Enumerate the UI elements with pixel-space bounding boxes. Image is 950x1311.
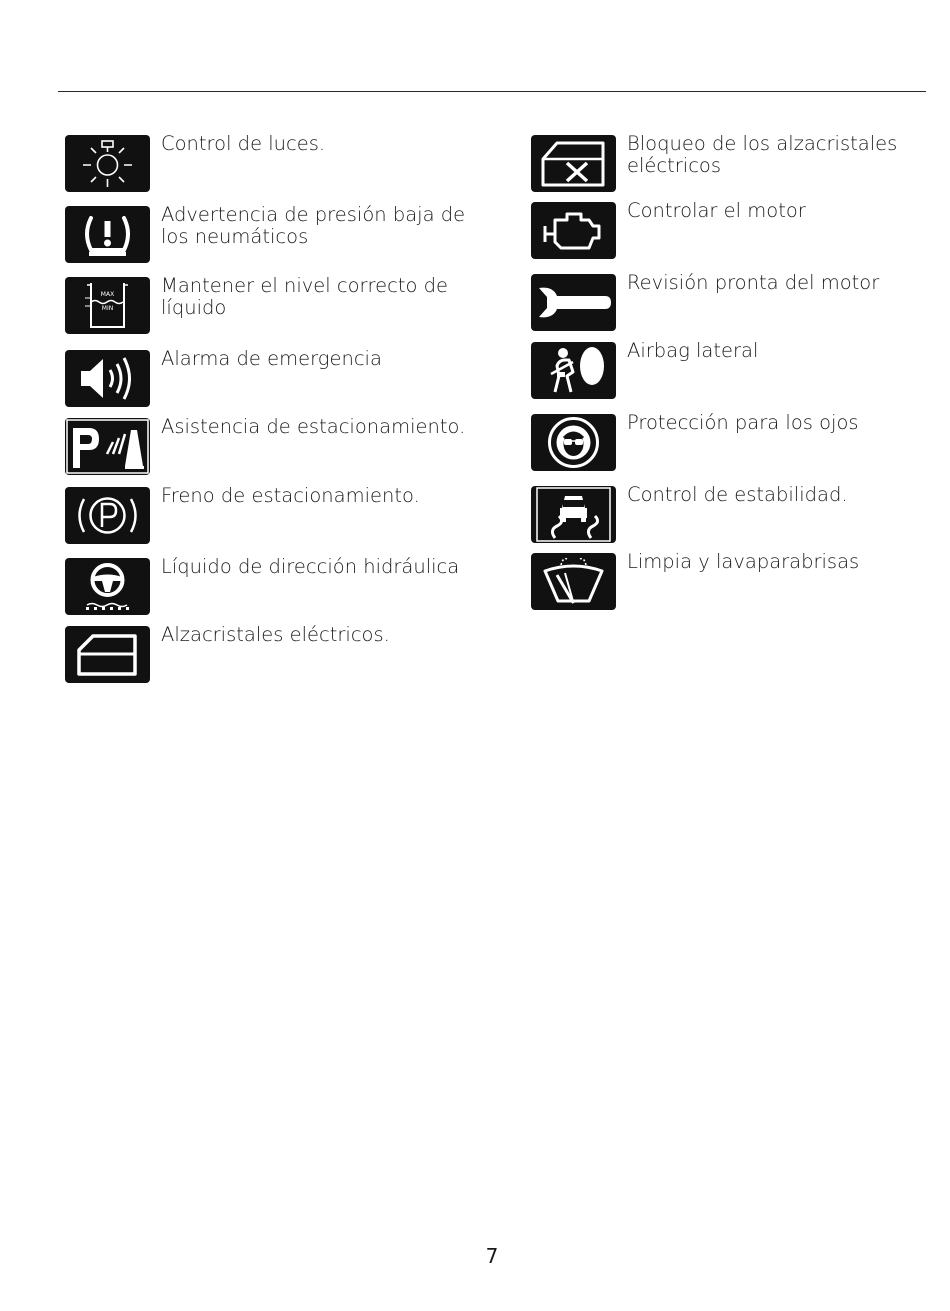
low-tire-pressure-icon [65, 206, 150, 263]
header-rule [58, 91, 926, 92]
wiper-washer-icon [531, 553, 616, 610]
symbol-label: Control de estabilidad. [627, 483, 848, 506]
emergency-alarm-icon [65, 350, 150, 407]
symbol-label: Asistencia de estacionamiento. [161, 415, 466, 438]
symbol-label: Limpia y lavaparabrisas [627, 550, 860, 573]
symbol-label: Bloqueo de los alzacristales eléctricos [627, 132, 898, 177]
symbol-label: Alarma de emergencia [161, 347, 382, 370]
power-windows-icon [65, 626, 150, 683]
stability-control-icon [531, 486, 616, 543]
page-number: 7 [485, 1244, 499, 1268]
symbol-label: Alzacristales eléctricos. [161, 623, 390, 646]
symbol-label: Mantener el nivel correcto de líquido [161, 274, 449, 319]
parking-aid-icon [65, 418, 150, 475]
power-steering-fluid-icon [65, 558, 150, 615]
symbol-label: Controlar el motor [627, 199, 806, 222]
symbol-label: Revisión pronta del motor [627, 271, 880, 294]
parking-brake-icon [65, 487, 150, 544]
window-lockout-icon [531, 135, 616, 192]
symbol-label: Protección para los ojos [627, 411, 859, 434]
engine-check-icon [531, 202, 616, 259]
max-mark-text: MAX [100, 291, 115, 298]
symbol-label: Advertencia de presión baja de los neumáticos [161, 203, 466, 248]
side-airbag-icon [531, 342, 616, 399]
symbol-label: Control de luces. [161, 132, 326, 155]
min-mark-text: MIN [101, 305, 114, 312]
lighting-control-icon [65, 135, 150, 192]
symbol-label: Freno de estacionamiento. [161, 484, 420, 507]
symbol-label: Líquido de dirección hidráulica [161, 555, 460, 578]
service-engine-soon-icon [531, 274, 616, 331]
symbol-label: Airbag lateral [627, 339, 759, 362]
fluid-level-icon [65, 277, 150, 334]
eye-protection-icon [531, 414, 616, 471]
